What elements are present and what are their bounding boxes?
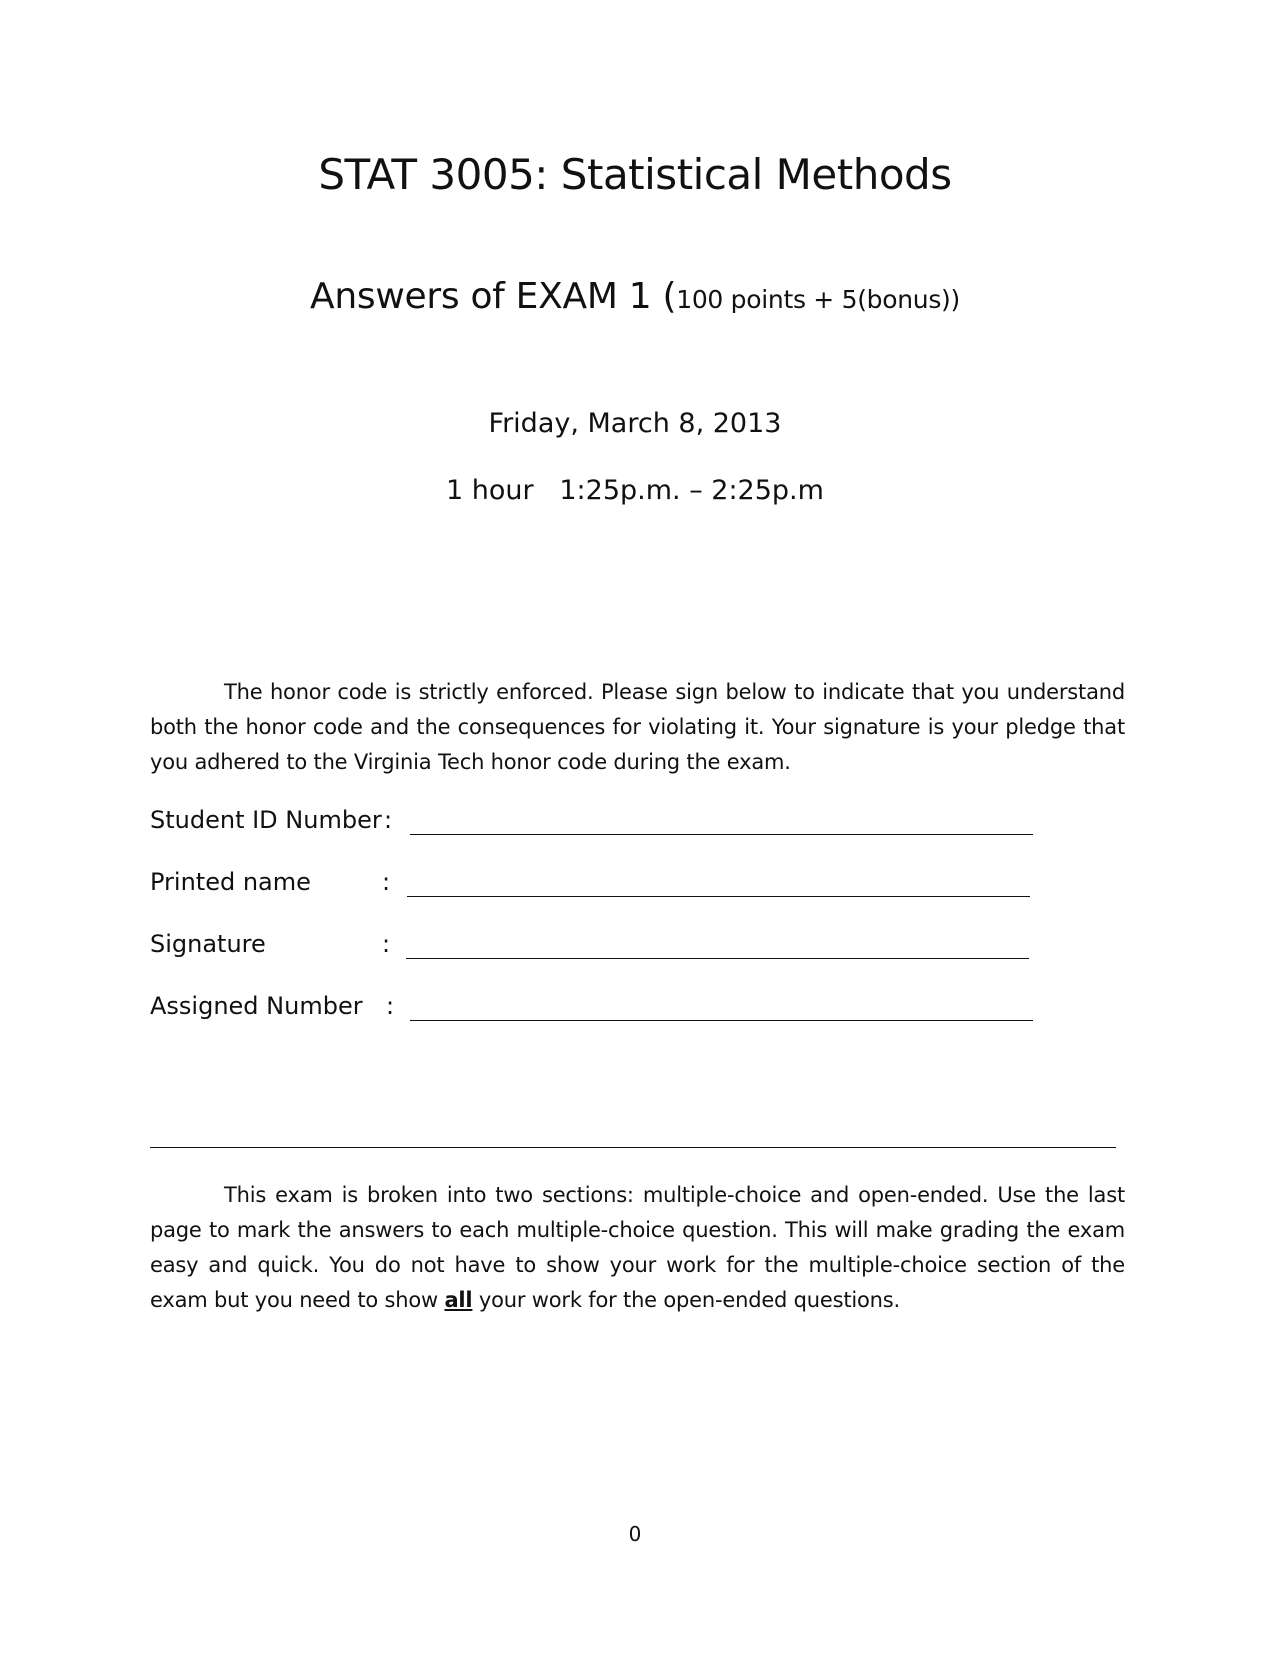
instructions-paragraph [150, 1178, 1125, 1318]
exam-title-main: Answers of EXAM 1 ( [310, 276, 677, 317]
student-id-colon: : [384, 806, 393, 834]
signature-label: Signature [150, 930, 266, 958]
page-number: 0 [628, 1522, 642, 1546]
student-id-label: Student ID Number [150, 806, 382, 834]
signature-line[interactable] [406, 958, 1029, 959]
assigned-number-line[interactable] [410, 1020, 1033, 1021]
instructions-text-before: This exam is broken into two sections: multiple-choice and open-ended. Use the last page to mark the answers to each multiple-choice question. This will make grading the exam easy and quick. You do not have to show your work for the multiple-choice section of the exam but you need to show [150, 1183, 1125, 1312]
course-title: STAT 3005: Statistical Methods [318, 150, 952, 199]
instructions-text-after: your work for the open-ended questions. [472, 1288, 900, 1312]
student-id-line[interactable] [410, 834, 1033, 835]
printed-name-colon: : [382, 868, 391, 896]
exam-date: Friday, March 8, 2013 [488, 408, 782, 439]
assigned-number-colon: : [386, 992, 395, 1020]
exam-title [0, 276, 1270, 317]
instructions-emphasis: all [444, 1288, 473, 1312]
exam-time: 1 hour 1:25p.m. – 2:25p.m [446, 475, 824, 506]
signature-colon: : [382, 930, 391, 958]
assigned-number-label: Assigned Number [150, 992, 363, 1020]
printed-name-line[interactable] [407, 896, 1030, 897]
exam-title-points: 100 points + 5(bonus)) [676, 285, 960, 314]
section-divider [150, 1147, 1116, 1148]
honor-code-paragraph: The honor code is strictly enforced. Please sign below to indicate that you understand both the honor code and the consequences for violating it. Your signature is your pledge that you adhered to the Virginia Tech honor code during the exam. [150, 680, 1125, 774]
printed-name-label: Printed name [150, 868, 311, 896]
